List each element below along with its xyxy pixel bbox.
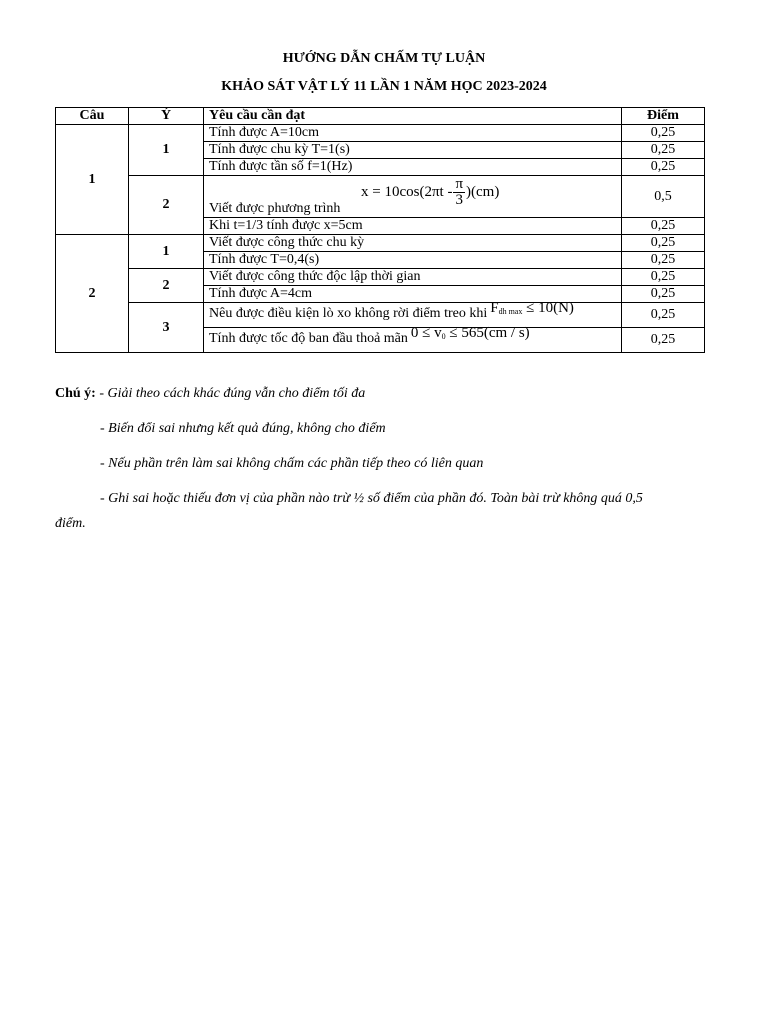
- table-row: [56, 125, 705, 142]
- requirement-text: Tính được tốc độ ban đầu thoả mãn: [209, 331, 408, 346]
- table-header-row: [56, 108, 705, 125]
- points-cell: 0,5: [622, 176, 705, 218]
- header-points: Điểm: [622, 108, 705, 125]
- requirement-cell: [204, 176, 622, 218]
- header-requirement: Yêu cầu cần đạt: [204, 108, 622, 125]
- note-line-4-continued: điểm.: [55, 516, 86, 531]
- requirement-cell: Viết được công thức độc lập thời gian: [204, 269, 622, 286]
- velocity-upper: ≤ 565(cm / s): [445, 325, 530, 341]
- document-title: HƯỚNG DẪN CHẤM TỰ LUẬN: [282, 51, 486, 66]
- points-cell: 0,25: [622, 252, 705, 269]
- header-y: Ý: [129, 108, 204, 125]
- requirement-cell: Tính được chu kỳ T=1(s): [204, 142, 622, 159]
- table-row: [56, 269, 705, 286]
- velocity-condition: [411, 325, 530, 341]
- note-line-3: - Nếu phần trên làm sai không chấm các phần tiếp theo có liên quan: [100, 456, 484, 471]
- force-subscript: dh max: [498, 307, 523, 316]
- part-label: 1: [129, 235, 204, 269]
- points-cell: 0,25: [622, 303, 705, 328]
- part-label: 2: [129, 176, 204, 235]
- requirement-cell: Tính được A=4cm: [204, 286, 622, 303]
- velocity-lower: 0 ≤ v: [410, 325, 442, 341]
- force-symbol: F: [490, 300, 499, 316]
- document-subtitle: KHẢO SÁT VẬT LÝ 11 LẦN 1 NĂM HỌC 2023-2024: [221, 79, 547, 94]
- table-row: [56, 176, 705, 218]
- equation-left: x = 10cos(2πt -: [361, 183, 453, 200]
- points-cell: 0,25: [622, 328, 705, 353]
- table-row: [56, 235, 705, 252]
- points-cell: 0,25: [622, 269, 705, 286]
- header-cau: Câu: [56, 108, 129, 125]
- requirement-cell: Viết được công thức chu kỳ: [204, 235, 622, 252]
- requirement-cell: [204, 300, 622, 328]
- note-label: Chú ý:: [55, 386, 96, 401]
- points-cell: 0,25: [622, 125, 705, 142]
- question-label: 2: [56, 235, 129, 353]
- requirement-cell: Khi t=1/3 tính được x=5cm: [204, 218, 622, 235]
- table-row: [56, 303, 705, 328]
- note-line-1: [55, 386, 705, 402]
- points-cell: 0,25: [622, 142, 705, 159]
- equation-right: )(cm): [466, 183, 500, 200]
- requirement-cell: [204, 325, 622, 353]
- part-label: 2: [129, 269, 204, 303]
- requirement-cell: Tính được A=10cm: [204, 125, 622, 142]
- velocity-subscript: 0: [441, 332, 446, 341]
- requirement-cell: Tính được tần số f=1(Hz): [204, 159, 622, 176]
- oscillation-equation: [361, 177, 499, 208]
- force-bound: ≤ 10(N): [522, 300, 574, 316]
- points-cell: 0,25: [622, 235, 705, 252]
- points-cell: 0,25: [622, 286, 705, 303]
- force-condition: [490, 300, 574, 316]
- note-line-2: - Biến đổi sai nhưng kết quả đúng, không cho điểm: [100, 421, 386, 436]
- requirement-text: Nêu được điều kiện lò xo không rời điểm treo khi: [209, 306, 488, 321]
- points-cell: 0,25: [622, 218, 705, 235]
- note-text: - Giải theo cách khác đúng vẫn cho điểm tối đa: [95, 386, 366, 401]
- part-label: 3: [129, 303, 204, 353]
- requirement-cell: Tính được T=0,4(s): [204, 252, 622, 269]
- note-line-4: - Ghi sai hoặc thiếu đơn vị của phần nào trừ ½ số điểm của phần đó. Toàn bài trừ không quá 0,5: [100, 491, 643, 506]
- requirement-text: Viết được phương trình: [209, 201, 341, 216]
- part-label: 1: [129, 125, 204, 176]
- points-cell: 0,25: [622, 159, 705, 176]
- grading-table: [55, 107, 705, 353]
- question-label: 1: [56, 125, 129, 235]
- fraction-denominator: 3: [455, 192, 463, 208]
- fraction-numerator: π: [455, 176, 464, 192]
- equation-fraction: [453, 177, 465, 208]
